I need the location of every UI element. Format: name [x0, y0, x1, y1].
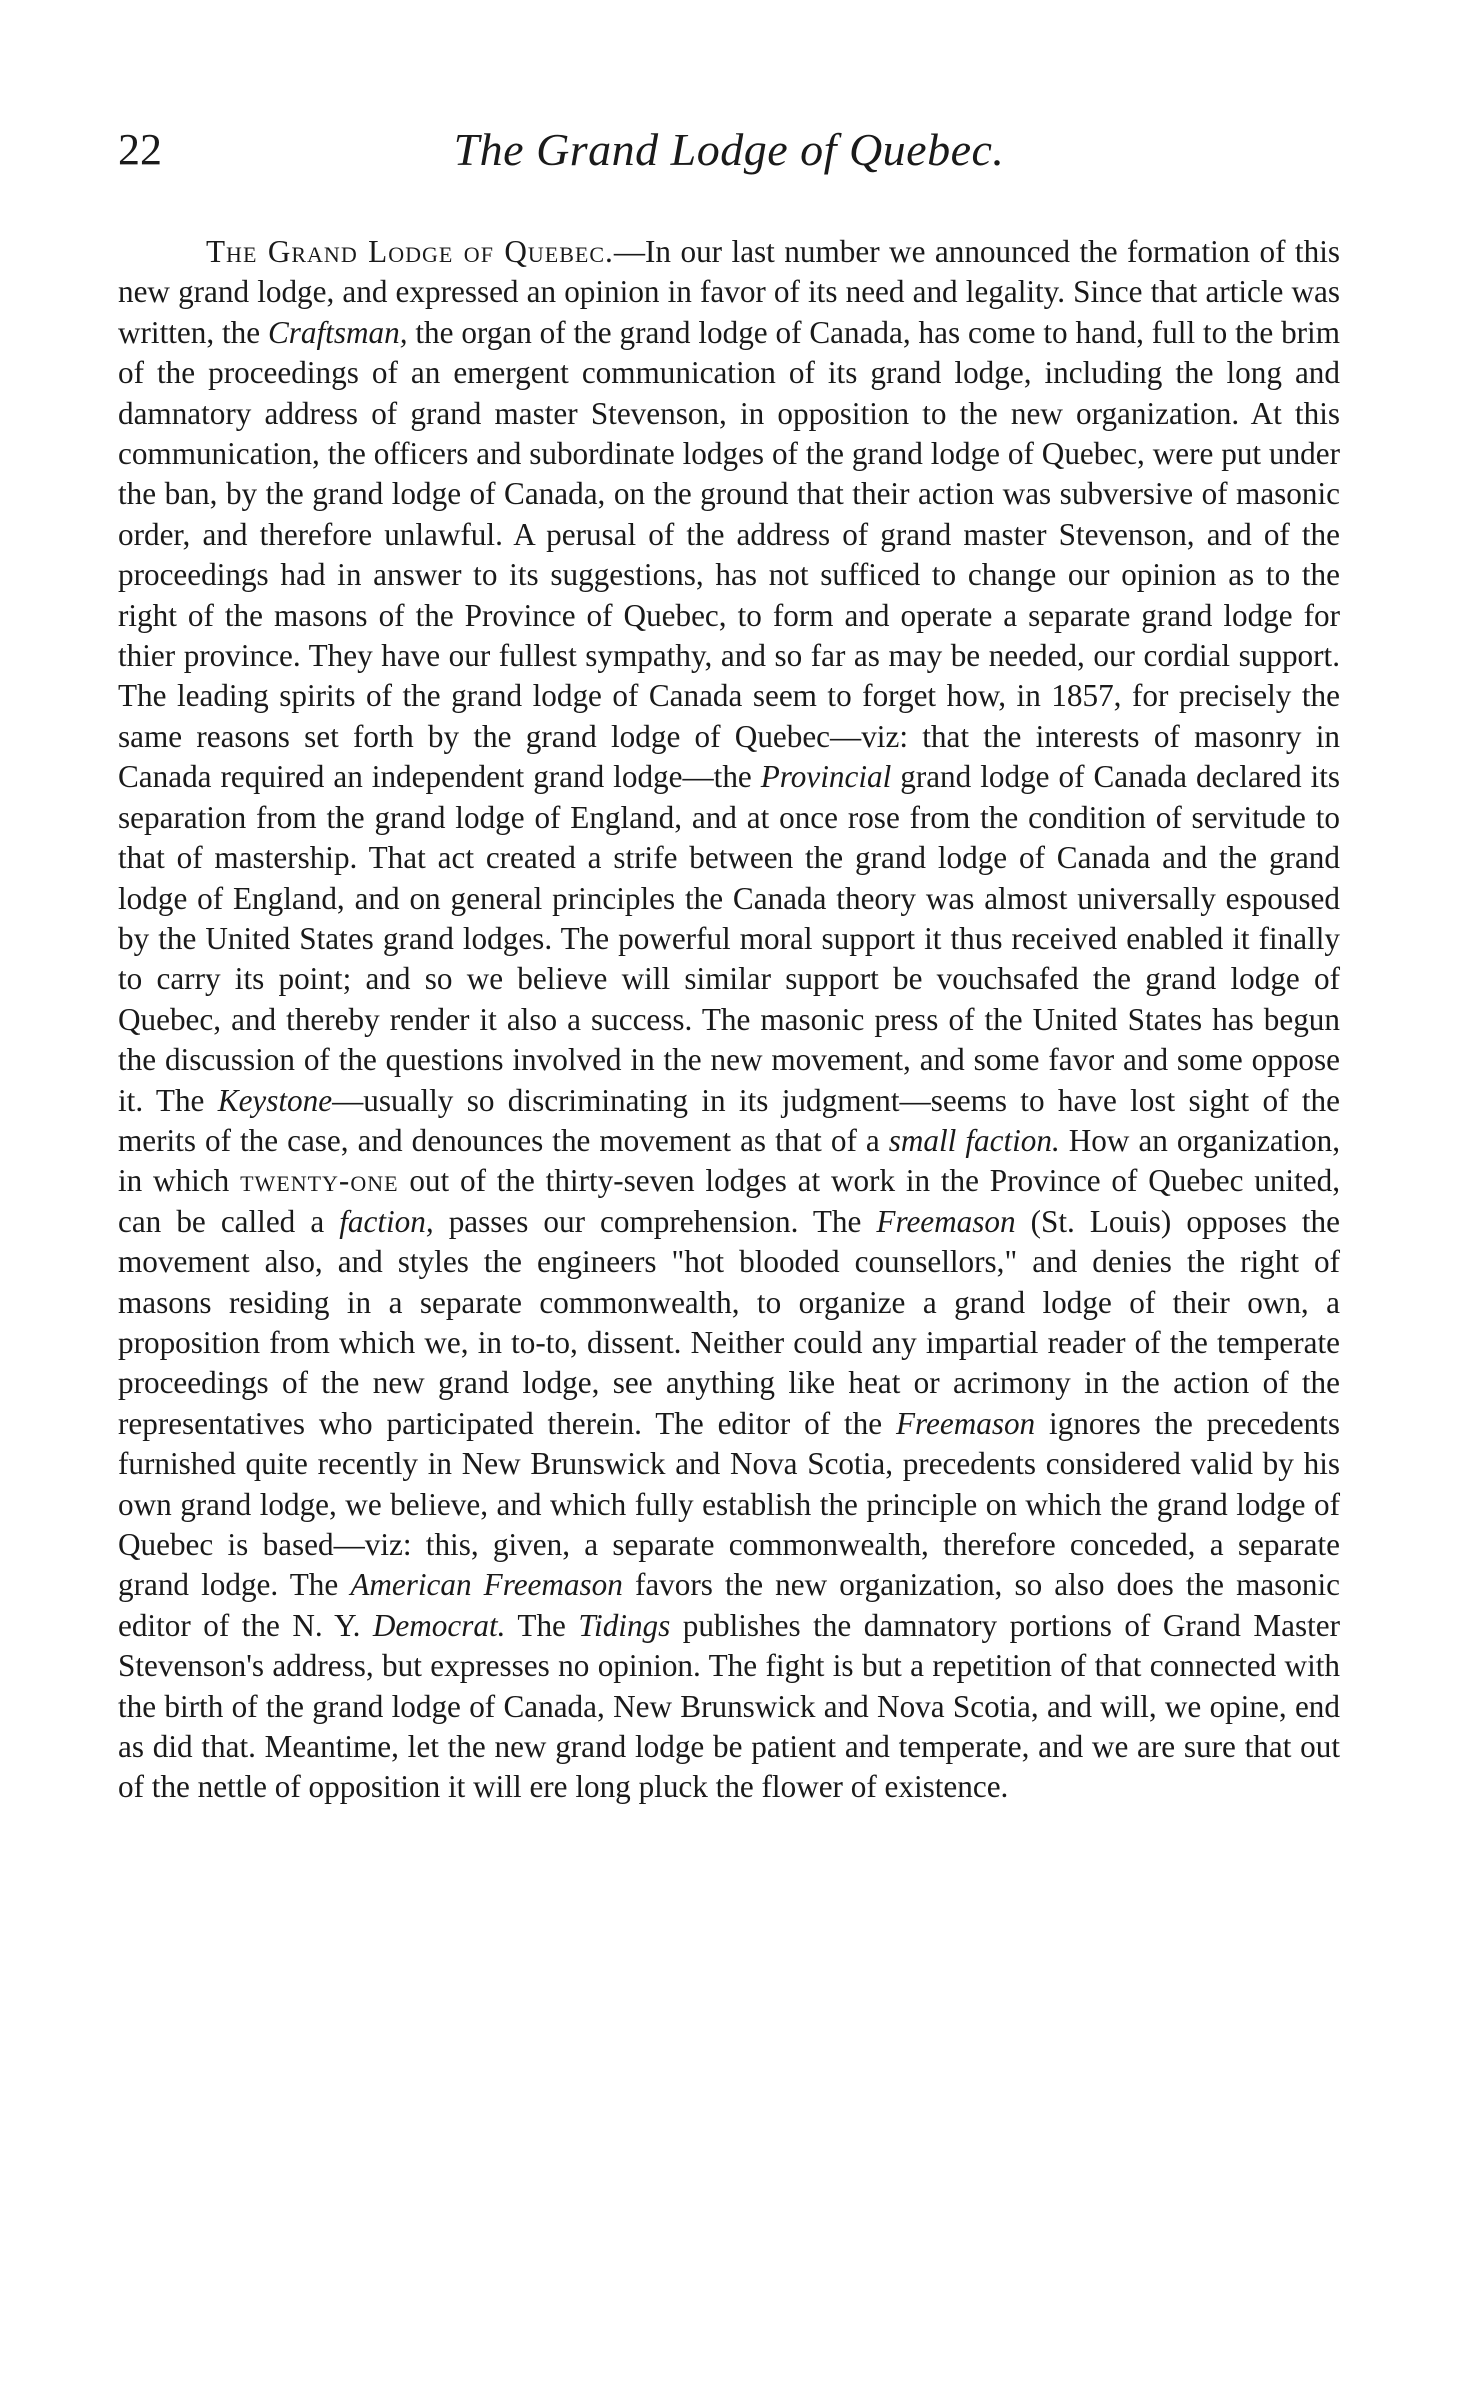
text-segment: publishes the damnatory portions of Grand Master Stevenson's address, but expresses no opinion. The fight is but a repetition of that connected with the birth of the grand lodge of Canada, New Brunswick and Nova Scotia, and will, we opine, end as did that. Meantime, let the new grand lodge be patient and temperate, and we are sure that out of the nettle of opposition it will ere long pluck the flower of existence. — [118, 1607, 1340, 1805]
text-segment-smallcaps: twenty-one — [240, 1163, 399, 1199]
article-heading: The Grand Lodge of Quebec. — [206, 234, 614, 269]
text-segment-italic: Craftsman, — [267, 314, 408, 350]
text-segment: the organ of the grand lodge of Canada, has come to hand, full to the brim of the proceedings of an emergent communication of its grand lodge, including the long and damnatory address of grand master Stevenson, in opposition to the new organization. At this communication, the officers and subordinate lodges of the grand lodge of Quebec, were put under the ban, by the grand lodge of Canada, on the ground that their action was subversive of masonic order, and therefore unlawful. A perusal of the address of grand master Stevenson, and of the proceedings had in answer to its suggestions, has not sufficed to change our opinion as to the right of the masons of the Province of Quebec, to form and operate a separate grand lodge for thier province. They have our fullest sympathy, and so far as may be needed, our cordial support. The leading spirits of the grand lodge of Canada seem to forget how, in 1857, for precisely the same reasons set forth by the grand lodge of Quebec—viz: that the interests of masonry in Canada required an independent grand lodge—the — [118, 314, 1340, 795]
text-segment: How an organization, in which — [118, 1122, 1341, 1199]
text-segment: out of the thirty-seven lodges at work in the Province of Quebec united, can be called a — [118, 1163, 1340, 1239]
text-segment: passes our comprehension. The — [433, 1203, 877, 1239]
text-segment: (St. Louis) opposes the movement also, and styles the engineers "hot blooded counsellors," and denies the right of masons residing in a separate commonwealth, to organize a grand lodge of their own, a proposition from which we, in to-to, dissent. Neither could any impartial reader of the temperate proceedings of the new grand lodge, see anything like heat or acrimony in the action of the representatives who participated therein. The editor of the — [118, 1203, 1340, 1441]
text-segment-italic: American Freemason — [350, 1567, 623, 1603]
text-segment: The — [505, 1607, 579, 1643]
text-segment-italic: Tidings — [578, 1607, 671, 1643]
text-segment-italic: Freemason — [895, 1405, 1036, 1441]
text-segment: —In our last number we announced the formation of this new grand lodge, and expressed an opinion in favor of its need and legality. Since that article was written, the — [118, 234, 1340, 350]
text-segment-italic: Democrat. — [372, 1607, 506, 1643]
text-segment: grand lodge of Canada declared its separation from the grand lodge of England, and at once rose from the condition of servitude to that of mastership. That act created a strife between the grand lodge of Canada and the grand lodge of England, and on general principles the Canada theory was almost universally espoused by the United States grand lodges. The powerful moral support it thus received enabled it finally to carry its point; and so we believe will similar support be vouchsafed the grand lodge of Quebec, and thereby render it also a success. The masonic press of the United States has begun the discussion of the questions involved in the new movement, and some favor and some oppose it. The — [118, 759, 1340, 1118]
page-number: 22 — [118, 125, 162, 174]
text-segment-italic: small faction. — [888, 1122, 1060, 1158]
text-segment: —usually so discriminating in its judgment—seems to have lost sight of the merits of the case, and denounces the movement as that of a — [118, 1082, 1340, 1158]
text-segment-italic: faction, — [339, 1203, 434, 1239]
text-segment: ignores the precedents furnished quite recently in New Brunswick and Nova Scotia, precedents considered valid by his own grand lodge, we believe, and which fully establish the principle on which the grand lodge of Quebec is based—viz: this, given, a separate commonwealth, therefore conceded, a separate grand lodge. The — [118, 1405, 1340, 1603]
article-body — [118, 232, 1340, 1808]
running-title: The Grand Lodge of Quebec. — [453, 124, 1005, 175]
article-paragraph — [118, 232, 1340, 1808]
article-text — [118, 234, 1340, 1804]
text-segment-italic: Keystone — [217, 1082, 333, 1118]
text-segment-italic: Provincial — [760, 759, 892, 795]
running-head — [118, 120, 1340, 180]
text-segment: favors the new organization, so also does the masonic editor of the N. Y. — [118, 1567, 1341, 1643]
text-segment-italic: Freemason — [876, 1203, 1016, 1239]
